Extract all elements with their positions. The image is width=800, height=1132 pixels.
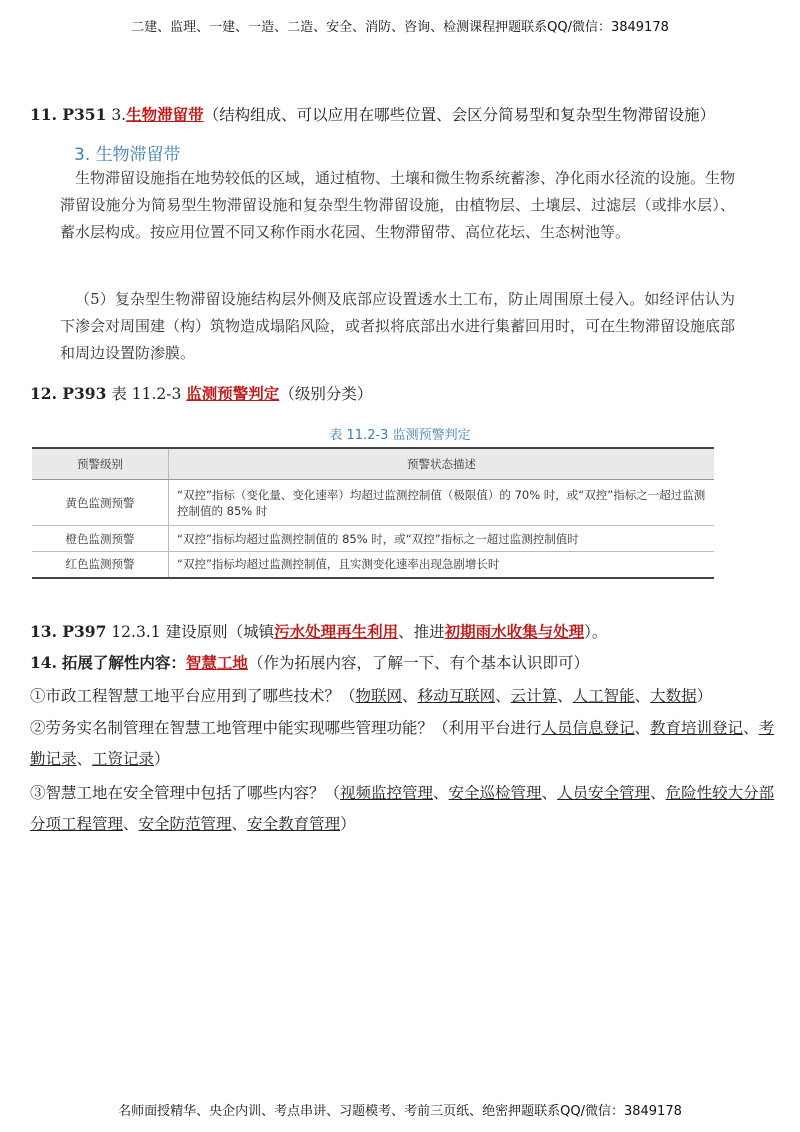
item-13-number: 13. P397 bbox=[30, 622, 107, 641]
table-row bbox=[32, 526, 714, 552]
item-13-heading bbox=[30, 621, 775, 643]
answer-term: 人员信息登记 bbox=[541, 719, 635, 737]
question-3-text: ③智慧工地在安全管理中包括了哪些内容？（ bbox=[30, 784, 341, 802]
item-14-number: 14. bbox=[30, 653, 57, 672]
item-12-keyword: 监测预警判定 bbox=[186, 384, 280, 403]
item-12-note: （级别分类） bbox=[279, 385, 373, 403]
answer-term: 视频监控管理 bbox=[340, 784, 434, 802]
question-1: ①市政工程智慧工地平台应用到了哪些技术？（物联网、移动互联网、云计算、人工智能、大数据） bbox=[30, 687, 713, 705]
question-1-text: ①市政工程智慧工地平台应用到了哪些技术？ bbox=[30, 687, 341, 705]
table-cell-level: 橙色监测预警 bbox=[32, 526, 169, 552]
question-3: ③智慧工地在安全管理中包括了哪些内容？（视频监控管理、安全巡检管理、人员安全管理、危险性较大分部分项工程管理、安全防范管理、安全教育管理） bbox=[30, 784, 775, 833]
answer-term: 危险性较大分部分项工程管理 bbox=[30, 784, 775, 833]
answer-term: 人工智能 bbox=[572, 687, 635, 705]
item-13-mid: 、推进 bbox=[398, 623, 445, 641]
item-13-post: ）。 bbox=[584, 623, 608, 641]
monitoring-warning-table bbox=[32, 447, 714, 579]
item-13-keyword-2: 初期雨水收集与处理 bbox=[444, 622, 585, 641]
item-14-note: （作为拓展内容，了解一下、有个基本认识即可） bbox=[247, 654, 589, 672]
answer-term: 安全巡检管理 bbox=[448, 784, 542, 802]
item-13-ref: 12.3.1 bbox=[111, 623, 161, 641]
answer-term: 物联网 bbox=[355, 687, 403, 705]
item-13-pre: （城镇 bbox=[227, 623, 275, 641]
answer-term: 安全防范管理 bbox=[138, 815, 232, 833]
item-14-title: 拓展了解性内容： bbox=[61, 653, 186, 672]
item-11-keyword: 生物滞留带 bbox=[126, 105, 204, 124]
item-11-ref: 3. bbox=[111, 106, 127, 124]
answer-term: 考勤记录 bbox=[30, 719, 775, 768]
page-footer: 名师面授精华、央企内训、考点串讲、习题模考、考前三页纸、绝密押题联系QQ/微信：3849178 bbox=[118, 1104, 682, 1119]
table-caption: 表 11.2-3 监测预警判定 bbox=[329, 428, 471, 443]
table-cell-description: “双控”指标均超过监测控制值，且实测变化速率出现急剧增长时 bbox=[169, 552, 715, 578]
question-2-text: ②劳务实名制管理在智慧工地管理中能实现哪些管理功能？（利用平台进行 bbox=[30, 719, 542, 737]
table-cell-level: 红色监测预警 bbox=[32, 552, 169, 578]
item-14-keyword: 智慧工地 bbox=[185, 653, 248, 672]
item-11-paragraph-2: （5）复杂型生物滞留设施结构层外侧及底部应设置透水土工布，防止周围原土侵入。如经评估认为下渗会对周围建（构）筑物造成塌陷风险，或者拟将底部出水进行集蓄回用时，可在生物滞留设施底部和周边设置防渗膜。 bbox=[60, 290, 736, 362]
page-header: 二建、监理、一建、一造、二造、安全、消防、咨询、检测课程押题联系QQ/微信：3849178 bbox=[131, 20, 669, 35]
item-11-heading bbox=[30, 104, 775, 126]
answer-term: 移动互联网 bbox=[417, 687, 496, 705]
answer-term: 人员安全管理 bbox=[557, 784, 651, 802]
answer-term: 工资记录 bbox=[92, 750, 155, 768]
item-11-subtitle: 3. 生物滞留带 bbox=[74, 145, 181, 165]
table-cell-description: “双控”指标均超过监测控制值的 85% 时，或“双控”指标之一超过监测控制值时 bbox=[169, 526, 715, 552]
item-13-keyword-1: 污水处理再生利用 bbox=[274, 622, 399, 641]
item-11-paragraph-1: 生物滞留设施指在地势较低的区域，通过植物、土壤和微生物系统蓄渗、净化雨水径流的设施。生物滞留设施分为简易型生物滞留设施和复杂型生物滞留设施，由植物层、土壤层、过滤层（或排水层）、蓄水层构成。按应用位置不同又称作雨水花园、生物滞留带、高位花坛、生态树池等。 bbox=[60, 169, 736, 241]
table-header-description: 预警状态描述 bbox=[169, 448, 715, 480]
table-row bbox=[32, 480, 714, 526]
table-header-level: 预警级别 bbox=[32, 448, 169, 480]
answer-term: 大数据 bbox=[650, 687, 697, 705]
item-12-ref: 表 11.2-3 bbox=[111, 385, 182, 403]
item-11-number: 11. P351 bbox=[30, 105, 107, 124]
item-14-heading bbox=[30, 652, 775, 674]
answer-term: 教育培训登记 bbox=[650, 719, 744, 737]
table-cell-level: 黄色监测预警 bbox=[32, 480, 169, 526]
item-11-note: （结构组成、可以应用在哪些位置、会区分简易型和复杂型生物滞留设施） bbox=[203, 106, 716, 124]
table-row bbox=[32, 552, 714, 578]
table-header-row bbox=[32, 448, 714, 480]
question-2: ②劳务实名制管理在智慧工地管理中能实现哪些管理功能？（利用平台进行人员信息登记、教育培训登记、考勤记录、工资记录） bbox=[30, 719, 775, 768]
answer-term: 安全教育管理 bbox=[247, 815, 341, 833]
table-cell-description: “双控”指标（变化量、变化速率）均超过监测控制值（极限值）的 70% 时，或“双控”指标之一超过监测控制值的 85% 时 bbox=[169, 480, 715, 526]
item-13-title: 建设原则 bbox=[165, 623, 228, 641]
item-12-number: 12. P393 bbox=[30, 384, 107, 403]
answer-term: 云计算 bbox=[510, 687, 558, 705]
item-12-heading bbox=[30, 383, 775, 405]
